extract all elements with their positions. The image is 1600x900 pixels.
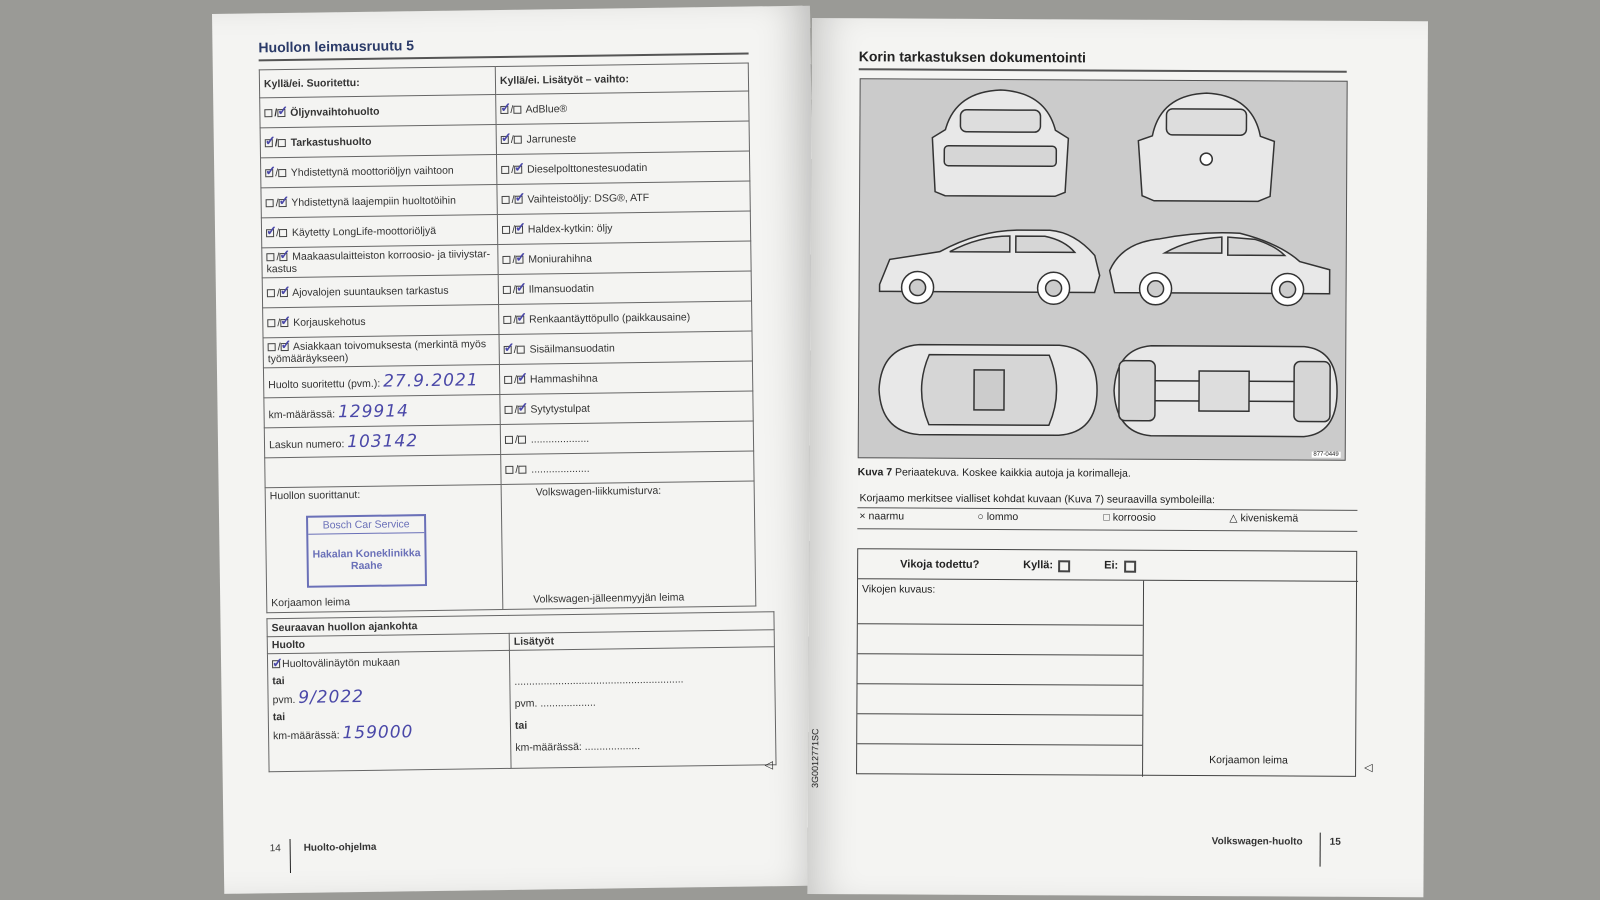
legend-intro: Korjaamo merkitsee vialliset kohdat kuvaan (Kuva 7) seuraavilla symboleilla:	[859, 492, 1215, 507]
col1-header: Kyllä/ei. Suoritettu:	[259, 67, 495, 98]
symbol-label: korroosio	[1112, 511, 1156, 524]
dotted-line: ..........................................................	[514, 673, 684, 688]
left-page	[212, 6, 822, 894]
no-checkbox[interactable]	[513, 105, 521, 113]
line	[858, 653, 1143, 655]
kuvaus-label: Vikojen kuvaus:	[861, 583, 936, 596]
yes-checkbox[interactable]	[268, 343, 276, 351]
tai-label: tai	[272, 711, 286, 724]
yes-checkbox[interactable]	[504, 375, 512, 383]
footer-text: Volkswagen-huolto	[1211, 836, 1303, 848]
service-item-label: Yhdistettynä laajempiin huoltotöihin	[291, 194, 456, 209]
extra-item: /✓ Dieselpolttonestesuodatin	[496, 151, 749, 185]
service-item: /✓ Asiakkaan toivomuksesta (merkintä myös työmääräykseen)	[263, 335, 499, 368]
invoice-value: 103142	[347, 430, 419, 452]
next-lisatyot-header: Lisätyöt	[509, 630, 774, 651]
no-checkbox[interactable]	[281, 342, 289, 350]
yes-checkbox[interactable]	[265, 169, 273, 177]
extra-item-label: Sisäilmansuodatin	[529, 341, 615, 356]
no-checkbox[interactable]	[517, 375, 525, 383]
extra-item: /✓ Haldex-kytkin: öljy	[497, 211, 750, 245]
footer-divider	[1320, 833, 1321, 867]
service-item-label: Maakaasulaitteiston korroosio- ja tiiviystar-kastus	[266, 247, 491, 275]
extra-item-label: ....................	[530, 432, 590, 446]
km-value: 159000	[342, 722, 414, 744]
service-item-label: Asiakkaan toivomuksesta (merkintä myös työmääräykseen)	[267, 337, 487, 365]
service-item: ✓/ Käytetty LongLife-moottoriöljyä	[261, 215, 497, 248]
symbol-item	[859, 510, 904, 522]
no-checkbox[interactable]	[517, 345, 525, 353]
line	[857, 743, 1142, 745]
page-number: 15	[1329, 836, 1341, 848]
figure-caption	[858, 466, 1131, 479]
no-checkbox[interactable]	[515, 225, 523, 233]
no-checkbox[interactable]	[279, 198, 287, 206]
date-row	[263, 365, 499, 398]
service-item: /✓ Öljynvaihtohuolto	[260, 95, 496, 128]
symbol-icon: □	[1103, 511, 1110, 524]
yes-checkbox[interactable]	[501, 165, 509, 173]
right-pvm: pvm. ...................	[514, 696, 596, 710]
right-page	[807, 18, 1428, 897]
yes-checkbox[interactable]	[501, 135, 509, 143]
no-checkbox[interactable]	[279, 228, 287, 236]
invoice-row	[264, 425, 500, 458]
extra-item-label: ....................	[531, 462, 590, 476]
yes-checkbox[interactable]	[502, 195, 510, 203]
yes-checkbox[interactable]	[504, 405, 512, 413]
symbol-icon: ×	[859, 510, 866, 523]
yes-checkbox[interactable]	[505, 465, 513, 473]
no-checkbox[interactable]	[278, 168, 286, 176]
service-item-label: Käytetty LongLife-moottoriöljyä	[291, 224, 437, 239]
yes-checkbox[interactable]	[266, 229, 274, 237]
extra-item-label: Vaihteistoöljy: DSG®, ATF	[527, 191, 650, 206]
dealer-leima: Volkswagen-jälleenmyyjän leima	[533, 591, 685, 606]
legend-rule	[857, 528, 1357, 532]
extra-item: ✓ / AdBlue®	[496, 91, 749, 125]
checkbox-icon[interactable]	[272, 660, 280, 668]
extra-item: /✓ Sytytystulpat	[500, 391, 753, 425]
no-checkbox[interactable]	[514, 195, 522, 203]
box-divider	[1142, 581, 1144, 777]
dealer-stamp-cell	[501, 481, 756, 610]
col2-header: Kyllä/ei. Lisätyöt – vaihto:	[495, 63, 748, 95]
km-label: km-määrässä:	[273, 729, 340, 743]
yes-checkbox[interactable]	[265, 139, 273, 147]
service-table	[259, 63, 757, 614]
km-row	[264, 395, 500, 428]
symbol-item	[1103, 512, 1156, 524]
stamp-line1: Bosch Car Service	[308, 516, 424, 535]
no-checkbox[interactable]	[518, 435, 526, 443]
no-checkbox[interactable]	[278, 138, 286, 146]
service-item: /✓ Korjauskehotus	[263, 305, 499, 338]
extra-item-label: Hammashihna	[529, 372, 598, 386]
page-title: Korin tarkastuksen dokumentointi	[858, 48, 1086, 66]
symbol-icon: ○	[977, 510, 984, 523]
extra-item: /✓ Hammashihna	[499, 361, 752, 395]
extra-item-label: Sytytystulpat	[530, 402, 591, 416]
car-diagram	[858, 78, 1348, 461]
service-item: ✓/ Tarkastushuolto	[260, 125, 496, 158]
km-value: 129914	[337, 400, 410, 422]
side-code: 3G0012771SC	[809, 728, 821, 789]
date-value: 27.9.2021	[382, 369, 479, 392]
next-lisatyot-cell	[509, 647, 776, 772]
extra-item-label: Moniurahihna	[528, 252, 593, 266]
km-label: km-määrässä:	[268, 407, 336, 421]
symbol-legend	[859, 510, 1359, 527]
yes-checkbox[interactable]	[267, 289, 275, 297]
yes-checkbox[interactable]	[505, 435, 513, 443]
no-checkbox[interactable]	[280, 318, 288, 326]
yes-checkbox[interactable]	[504, 345, 512, 353]
title-rule	[859, 68, 1347, 73]
tai-label: tai	[272, 675, 285, 688]
symbol-label: lommo	[986, 510, 1019, 524]
extra-item-label: Ilmansuodatin	[528, 282, 595, 296]
stamp-line3: Raahe	[350, 559, 383, 573]
service-item: ✓/ Yhdistettynä moottoriöljyn vaihtoon	[261, 155, 497, 188]
footer-divider	[290, 839, 291, 873]
service-item-label: Ajovalojen suuntauksen tarkastus	[292, 284, 449, 299]
no-checkbox[interactable]	[280, 288, 288, 296]
extra-item: ✓/ Sisäilmansuodatin	[499, 331, 752, 365]
extra-item-label: Haldex-kytkin: öljy	[527, 221, 613, 236]
car-outlines-icon	[859, 79, 1349, 462]
yes-checkbox[interactable]	[266, 199, 274, 207]
no-checkbox[interactable]	[279, 252, 287, 260]
page-number: 14	[269, 843, 281, 855]
no-checkbox[interactable]	[516, 285, 524, 293]
no-checkbox[interactable]	[514, 135, 522, 143]
defects-box	[856, 548, 1357, 777]
no-checkbox[interactable]	[277, 108, 285, 116]
line	[858, 683, 1143, 685]
caption-text: Periaatekuva. Koskee kaikkia autoja ja korimalleja.	[894, 466, 1131, 480]
pvm-label: pvm.	[272, 693, 296, 707]
suorittanut-label: Huollon suorittanut:	[269, 488, 361, 503]
next-huolto-header: Huolto	[267, 633, 509, 653]
extra-item: / ....................	[500, 421, 753, 455]
kylla-checkbox[interactable]	[1058, 560, 1070, 572]
service-item-label: Yhdistettynä moottoriöljyn vaihtoon	[290, 164, 454, 179]
korjaamon-leima: Korjaamon leima	[271, 596, 351, 610]
no-checkbox[interactable]	[516, 315, 524, 323]
ei-checkbox[interactable]	[1124, 561, 1136, 573]
figure-code: 877-0449	[1313, 451, 1339, 458]
line	[858, 623, 1143, 625]
yes-checkbox[interactable]	[502, 225, 510, 233]
date-label: Huolto suoritettu (pvm.):	[268, 377, 381, 391]
right-km: km-määrässä: ...................	[515, 740, 641, 754]
service-item-label: Öljynvaihtohuolto	[290, 105, 380, 119]
extra-item-label: Jarruneste	[526, 132, 577, 146]
stamp-line2: Hakalan Koneklinikka	[312, 547, 421, 561]
yes-checkbox[interactable]	[503, 315, 511, 323]
next-huolto-cell	[267, 650, 511, 771]
page-title: Huollon leimausruutu 5	[258, 37, 415, 56]
extra-item: ✓ / Jarruneste	[496, 121, 749, 155]
symbol-label: naarmu	[868, 510, 905, 523]
next-service-title: Seuraavan huollon ajankohta	[267, 612, 774, 637]
no-checkbox[interactable]	[517, 405, 525, 413]
yes-checkbox[interactable]	[267, 319, 275, 327]
vikoja-label: Vikoja todettu?	[900, 558, 980, 571]
extra-item-label: AdBlue®	[525, 102, 568, 116]
kylla-label: Kyllä:	[1023, 559, 1054, 572]
service-item: /✓ Yhdistettynä laajempiin huoltotöihin	[261, 185, 497, 218]
extra-item: /✓ Moniurahihna	[498, 241, 751, 275]
no-checkbox[interactable]	[518, 465, 526, 473]
liikkumisturva-label: Volkswagen-liikkumisturva:	[535, 484, 662, 499]
no-checkbox[interactable]	[515, 255, 523, 263]
korjaamon-leima: Korjaamon leima	[1209, 754, 1288, 767]
extra-item: /✓ Ilmansuodatin	[498, 271, 751, 305]
no-checkbox[interactable]	[514, 165, 522, 173]
symbol-icon: △	[1229, 512, 1238, 525]
yes-checkbox[interactable]	[502, 255, 510, 263]
defects-header	[858, 549, 1358, 582]
service-item-label: Korjauskehotus	[293, 315, 366, 329]
symbol-item	[1229, 512, 1298, 524]
service-item-label: Tarkastushuolto	[290, 135, 372, 149]
workshop-stamp	[306, 514, 427, 588]
next-service-table	[266, 611, 776, 772]
footer-text: Huolto-ohjelma	[303, 841, 377, 854]
yes-checkbox[interactable]	[503, 285, 511, 293]
tai-label: tai	[514, 719, 528, 732]
next-item-label: Huoltovälinäytön mukaan	[281, 656, 401, 671]
symbol-item	[977, 511, 1018, 523]
extra-item: /✓ Vaihteistoöljy: DSG®, ATF	[497, 181, 750, 215]
extra-item: / ....................	[501, 451, 754, 485]
triangle-icon: ◁	[764, 759, 774, 772]
yes-checkbox[interactable]	[266, 253, 274, 261]
yes-checkbox[interactable]	[264, 109, 272, 117]
triangle-icon: ◁	[1364, 761, 1373, 774]
yes-checkbox[interactable]	[500, 105, 508, 113]
line	[857, 713, 1142, 715]
extra-item-label: Dieselpolttonestesuodatin	[526, 161, 648, 176]
workshop-stamp-cell	[265, 485, 503, 613]
service-item: /✓ Maakaasulaitteiston korroosio- ja tiiviystar-kastus	[262, 245, 498, 278]
extra-item: /✓ Renkaantäyttöpullo (paikkausaine)	[499, 301, 752, 335]
extra-item-label: Renkaantäyttöpullo (paikkausaine)	[529, 310, 691, 326]
invoice-label: Laskun numero:	[268, 437, 345, 451]
symbol-label: kiveniskemä	[1240, 512, 1299, 525]
pvm-value: 9/2022	[298, 686, 365, 708]
ei-label: Ei:	[1104, 559, 1119, 572]
caption-label: Kuva 7	[857, 466, 893, 479]
service-item: /✓ Ajovalojen suuntauksen tarkastus	[262, 275, 498, 308]
